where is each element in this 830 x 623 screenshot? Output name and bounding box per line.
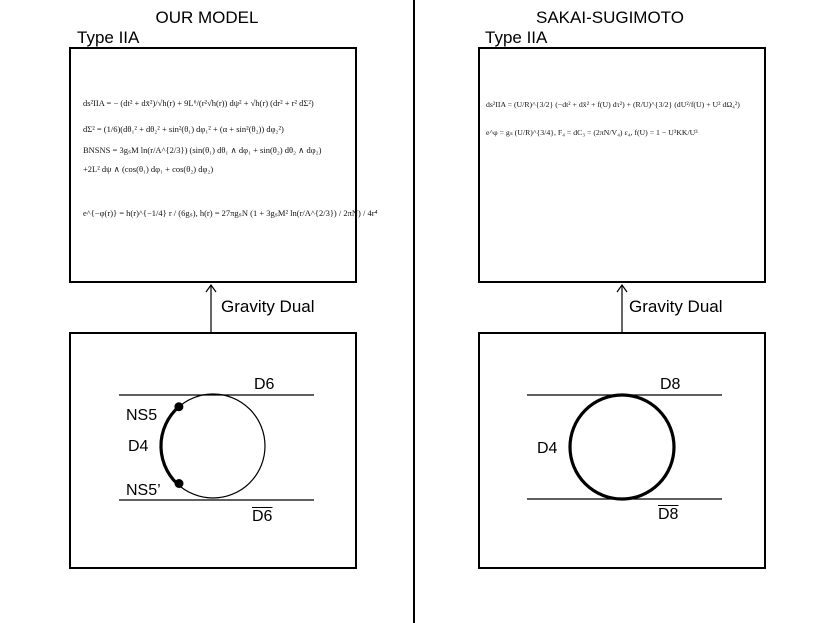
right-panel-title: SAKAI-SUGIMOTO [536,8,684,27]
right-brane-diagram [480,334,764,567]
left-ns5-prime-label: NS5’ [126,482,161,499]
left-panel-title: OUR MODEL [155,8,259,27]
left-brane-diagram [71,334,355,567]
left-gravity-dual-arrow [203,283,219,333]
left-equation-dilaton: e^{−φ(r)} = h(r)^{−1/4} r / (6gₛ), h(r) = 27πgₛN (1 + 3gₛM² ln(r/A^{2/3}) / 2πN) / 4r⁴ [83,208,378,218]
left-equation-bfield-cont: +2L² dψ ∧ (cos(θ₁) dφ₁ + cos(θ₂) dφ₂) [83,164,214,174]
left-bottom-brane-label: D6 [252,508,273,525]
right-bottom-brane-label: D8 [658,506,679,523]
left-brane-box [69,332,357,569]
left-equation-sigma: dΣ² = (1/6)(dθ₁² + dθ₂² + sin²(θ₁) dφ₁² + (α + sin²(θ₂)) dφ₂²) [83,124,284,134]
left-equation-metric: ds²IIA = − (dt² + dx̄²)/√h(r) + 9L⁶/(r²√h(r)) dψ² + √h(r) (dr² + r² dΣ²) [83,98,314,108]
right-circle [570,395,674,499]
left-top-brane-label: D6 [254,376,275,393]
right-d4-label: D4 [537,440,558,457]
panel-divider [413,0,415,623]
right-brane-box [478,332,766,569]
left-d4-label: D4 [128,438,149,455]
left-ns5-dot [174,402,183,411]
right-equation-metric: ds²IIA = (U/R)^{3/2} (−dt² + dx̄² + f(U) dτ²) + (R/U)^{3/2} (dU²/f(U) + U² dΩ₄²) [486,100,740,109]
right-equation-dilaton: e^φ = gₛ (U/R)^{3/4}, F₄ = dC₃ = (2πN/V₄) ε₄, f(U) = 1 − U³KK/U³ [486,128,698,137]
right-equations-box [478,47,766,283]
left-equations-box [69,47,378,283]
left-type-label: Type IIA [77,28,140,47]
right-gravity-dual-arrow [614,283,630,333]
left-arrow-label: Gravity Dual [221,297,315,316]
left-ns5-prime-dot [175,479,184,488]
right-top-brane-label: D8 [660,376,681,393]
left-d4-arc [161,407,181,487]
right-type-label: Type IIA [485,28,548,47]
left-equation-bfield: BNSNS = 3gₛM ln(r/A^{2/3}) (sin(θ₁) dθ₁ ∧ dφ₁ + sin(θ₂) dθ₂ ∧ dφ₂) [83,145,322,155]
left-ns5-label: NS5 [126,407,158,424]
right-arrow-label: Gravity Dual [629,297,723,316]
